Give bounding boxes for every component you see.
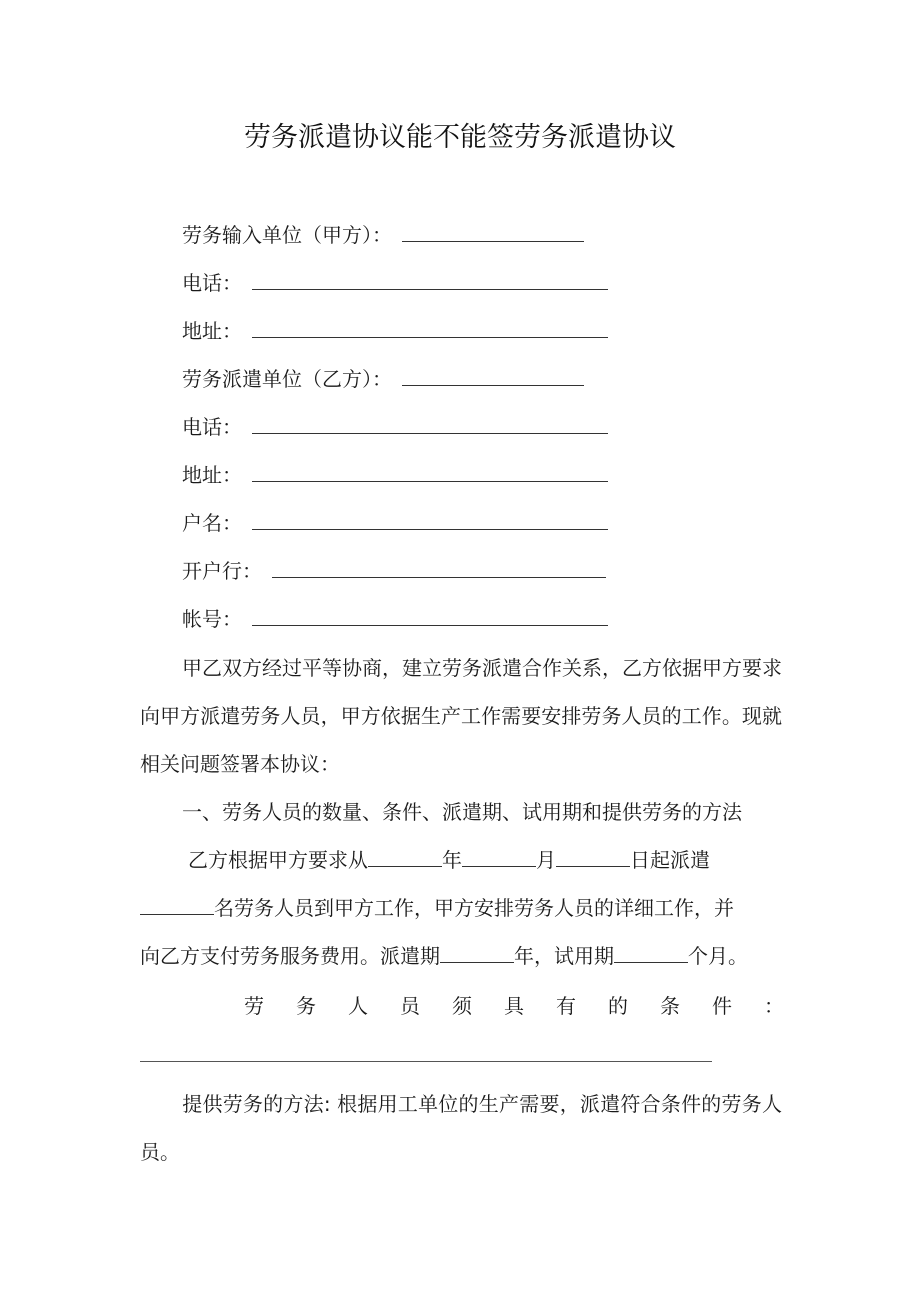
blank-line: [252, 461, 608, 482]
field-party-b-unit: [182, 363, 584, 395]
char: 须: [452, 994, 472, 1018]
field-party-a-phone: [182, 267, 608, 299]
text-segment: 年: [442, 848, 462, 872]
char: 件: [712, 994, 732, 1018]
blank-dispatch-years: [440, 940, 514, 963]
blank-count: [140, 892, 214, 915]
blank-line: [252, 317, 608, 338]
field-label: 地址：: [182, 463, 242, 487]
field-account-name: [182, 507, 608, 539]
field-label: 劳务输入单位（甲方）：: [182, 223, 392, 247]
section1-line3: [140, 940, 748, 972]
intro-paragraph: [140, 644, 782, 788]
text-segment: 年，试用期: [514, 944, 614, 968]
blank-line: [252, 509, 608, 530]
field-label: 开户行：: [182, 559, 262, 583]
conditions-blank-line: [140, 1061, 712, 1062]
method-paragraph-text: 提供劳务的方法: 根据用工单位的生产需要，派遣符合条件的劳务人员。: [140, 1092, 782, 1164]
field-label: 电话：: [182, 415, 242, 439]
intro-paragraph-text: 甲乙双方经过平等协商，建立劳务派遣合作关系，乙方依据甲方要求向甲方派遣劳务人员，甲方依据生产工作需要安排劳务人员的工作。现就相关问题签署本协议：: [140, 656, 782, 776]
field-label: 户名：: [182, 511, 242, 535]
text-segment: 月: [536, 848, 556, 872]
blank-line: [252, 269, 608, 290]
field-party-b-phone: [182, 411, 608, 443]
field-label: 电话：: [182, 271, 242, 295]
field-account-number: [182, 603, 608, 635]
document-title: 劳务派遣协议能不能签劳务派遣协议: [244, 122, 676, 153]
field-bank: [182, 555, 606, 587]
char: 有: [556, 994, 576, 1018]
section1-line2: [140, 892, 734, 924]
field-label: 劳务派遣单位（乙方）：: [182, 367, 392, 391]
field-label: 地址：: [182, 319, 242, 343]
field-party-a-unit: [182, 219, 584, 251]
text-segment: 日起派遣: [630, 848, 710, 872]
field-party-a-address: [182, 315, 608, 347]
method-paragraph: [140, 1080, 782, 1176]
blank-line: [252, 605, 608, 626]
text-segment: 名劳务人员到甲方工作，甲方安排劳务人员的详细工作，并: [214, 896, 734, 920]
text-segment: 向乙方支付劳务服务费用。派遣期: [140, 944, 440, 968]
char: 劳: [244, 994, 264, 1018]
text-segment: 个月。: [688, 944, 748, 968]
blank-day: [556, 844, 630, 867]
conditions-heading: [244, 990, 784, 1022]
field-party-b-address: [182, 459, 608, 491]
blank-line: [402, 221, 584, 242]
section1-line1: [188, 844, 710, 876]
char: ：: [764, 994, 784, 1018]
blank-year: [368, 844, 442, 867]
field-label: 帐号：: [182, 607, 242, 631]
char: 具: [504, 994, 524, 1018]
blank-trial-months: [614, 940, 688, 963]
blank-line: [402, 365, 584, 386]
char: 条: [660, 994, 680, 1018]
char: 员: [400, 994, 420, 1018]
char: 务: [296, 994, 316, 1018]
blank-line: [252, 413, 608, 434]
char: 人: [348, 994, 368, 1018]
blank-month: [462, 844, 536, 867]
text-segment: 乙方根据甲方要求从: [188, 848, 368, 872]
section1-heading: 一、劳务人员的数量、条件、派遣期、试用期和提供劳务的方法: [182, 800, 742, 824]
char: 的: [608, 994, 628, 1018]
blank-line: [272, 557, 606, 578]
